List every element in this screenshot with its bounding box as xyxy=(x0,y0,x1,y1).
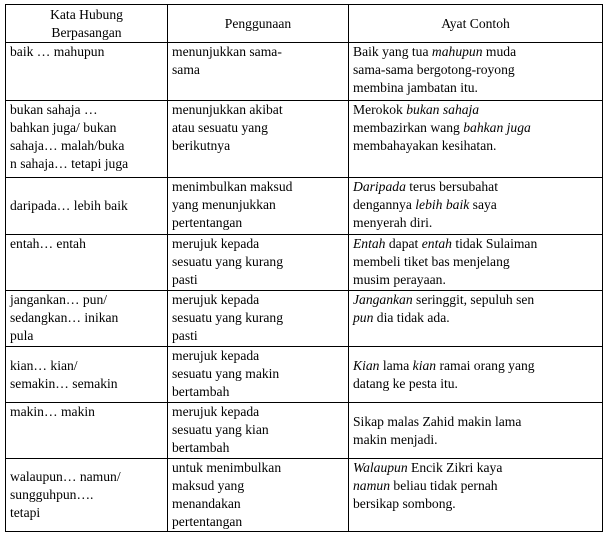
example-text: membeli tiket bas menjelang xyxy=(353,254,510,269)
usage-line: menandakan xyxy=(172,496,241,511)
conjunction-table xyxy=(5,4,603,532)
usage-line: atau sesuatu yang xyxy=(172,120,268,135)
example-text: datang ke pesta itu. xyxy=(353,375,458,391)
cell-kata-hubung xyxy=(6,43,168,101)
cell-ayat-contoh xyxy=(349,235,603,291)
cell-ayat-contoh xyxy=(349,291,603,347)
usage-line: pasti xyxy=(172,328,198,343)
cell-penggunaan xyxy=(168,101,349,178)
example-line xyxy=(353,214,597,232)
cell-ayat-contoh xyxy=(349,459,603,532)
cell-penggunaan xyxy=(168,43,349,101)
phrase-line: kian… kian/ xyxy=(10,357,78,373)
phrase-line: entah… entah xyxy=(10,236,86,251)
cell-penggunaan xyxy=(168,347,349,403)
example-line xyxy=(353,196,597,214)
phrase-line: semakin… semakin xyxy=(10,375,118,391)
example-line xyxy=(353,477,597,495)
cell-penggunaan xyxy=(168,178,349,235)
phrase-line: baik … mahupun xyxy=(10,44,105,59)
usage-line: berikutnya xyxy=(172,138,231,153)
cell-ayat-contoh xyxy=(349,101,603,178)
usage-line: pertentangan xyxy=(172,514,243,529)
usage-line: untuk menimbulkan xyxy=(172,460,282,475)
example-line xyxy=(353,375,597,393)
header-col1-line: Kata Hubung xyxy=(50,6,123,22)
cell-ayat-contoh xyxy=(349,403,603,459)
header-col2-text: Penggunaan xyxy=(224,15,292,31)
example-italic-text: kian xyxy=(412,357,437,373)
header-col3-text: Ayat Contoh xyxy=(441,15,510,31)
example-line xyxy=(353,413,597,431)
example-text: bersikap sombong. xyxy=(353,496,456,511)
example-line xyxy=(353,79,597,97)
cell-kata-hubung xyxy=(6,403,168,459)
example-text: terus bersubahat xyxy=(405,179,498,194)
phrase-line: jangankan… pun/ xyxy=(10,292,108,307)
example-text: dapat xyxy=(385,236,422,251)
example-text: makin menjadi. xyxy=(353,431,438,447)
example-line xyxy=(353,137,597,155)
example-line xyxy=(353,309,597,327)
cell-kata-hubung xyxy=(6,101,168,178)
usage-line: merujuk kepada xyxy=(172,348,260,363)
example-text: tidak Sulaiman xyxy=(451,236,538,251)
example-italic-text: mahupun xyxy=(431,44,483,59)
phrase-line: daripada… lebih baik xyxy=(10,198,128,213)
example-line xyxy=(353,291,597,309)
table-row xyxy=(6,101,603,178)
example-text: ramai orang yang xyxy=(436,357,535,373)
example-line xyxy=(353,459,597,477)
example-line xyxy=(353,495,597,513)
usage-line: pertentangan xyxy=(172,215,243,230)
usage-line: menimbulkan maksud xyxy=(172,179,293,194)
example-line xyxy=(353,357,597,375)
cell-kata-hubung xyxy=(6,235,168,291)
phrase-line: walaupun… namun/ xyxy=(10,469,121,484)
example-italic-text: lebih baik xyxy=(415,197,470,212)
phrase-line: bahkan juga/ bukan xyxy=(10,120,117,135)
example-text: sama-sama bergotong-royong xyxy=(353,62,515,77)
example-text: dengannya xyxy=(353,197,416,212)
cell-kata-hubung xyxy=(6,291,168,347)
usage-line: sesuatu yang kurang xyxy=(172,254,283,269)
cell-ayat-contoh xyxy=(349,178,603,235)
table-row xyxy=(6,43,603,101)
usage-line: menunjukkan akibat xyxy=(172,102,283,117)
example-italic-text: Walaupun xyxy=(353,460,408,475)
header-col1-line: Berpasangan xyxy=(51,24,122,40)
example-italic-text: Kian xyxy=(353,357,380,373)
cell-ayat-contoh xyxy=(349,347,603,403)
example-line xyxy=(353,271,597,289)
example-text: menyerah diri. xyxy=(353,215,433,230)
header-row xyxy=(6,5,603,43)
example-italic-text: Entah xyxy=(353,236,386,251)
usage-line: merujuk kepada xyxy=(172,292,260,307)
cell-kata-hubung xyxy=(6,178,168,235)
example-text: Sikap malas Zahid makin lama xyxy=(353,413,522,429)
example-italic-text: entah xyxy=(421,236,452,251)
example-italic-text: Jangankan xyxy=(353,292,413,307)
header-kata-hubung xyxy=(6,5,168,43)
example-line xyxy=(353,178,597,196)
cell-kata-hubung xyxy=(6,459,168,532)
example-text: Encik Zikri kaya xyxy=(407,460,503,475)
table-body xyxy=(6,43,603,532)
phrase-line: n sahaja… tetapi juga xyxy=(10,156,129,171)
example-text: membina jambatan itu. xyxy=(353,80,478,95)
usage-line: bertambah xyxy=(172,440,230,455)
header-ayat-contoh xyxy=(349,5,603,43)
usage-line: merujuk kepada xyxy=(172,236,260,251)
example-italic-text: namun xyxy=(353,478,391,493)
table-row xyxy=(6,235,603,291)
table-row xyxy=(6,178,603,235)
usage-line: sesuatu yang kian xyxy=(172,422,269,437)
usage-line: menunjukkan sama- xyxy=(172,44,282,59)
example-line xyxy=(353,119,597,137)
example-line xyxy=(353,431,597,449)
phrase-line: bukan sahaja … xyxy=(10,102,98,117)
phrase-line: tetapi xyxy=(10,505,41,520)
phrase-line: sungguhpun…. xyxy=(10,487,94,502)
example-text: lama xyxy=(379,357,413,373)
phrase-line: makin… makin xyxy=(10,404,95,419)
cell-ayat-contoh xyxy=(349,43,603,101)
example-text: membazirkan wang xyxy=(353,120,464,135)
example-text: dia tidak ada. xyxy=(373,310,450,325)
example-line xyxy=(353,61,597,79)
phrase-line: sedangkan… inikan xyxy=(10,310,119,325)
table-row xyxy=(6,459,603,532)
example-text: musim perayaan. xyxy=(353,272,446,287)
example-line xyxy=(353,253,597,271)
example-italic-text: pun xyxy=(353,310,374,325)
example-line xyxy=(353,43,597,61)
table-row xyxy=(6,291,603,347)
example-text: membahayakan kesihatan. xyxy=(353,138,497,153)
usage-line: sesuatu yang makin xyxy=(172,366,280,381)
header-penggunaan xyxy=(168,5,349,43)
example-text: muda xyxy=(482,44,517,59)
cell-penggunaan xyxy=(168,403,349,459)
usage-line: maksud yang xyxy=(172,478,245,493)
example-italic-text: Daripada xyxy=(353,179,406,194)
example-text: Merokok xyxy=(353,102,407,117)
example-italic-text: bukan sahaja xyxy=(406,102,480,117)
usage-line: yang menunjukkan xyxy=(172,197,276,212)
example-text: beliau tidak pernah xyxy=(390,478,498,493)
cell-penggunaan xyxy=(168,459,349,532)
table-row xyxy=(6,347,603,403)
example-text: Baik yang tua xyxy=(353,44,432,59)
phrase-line: pula xyxy=(10,328,34,343)
example-italic-text: bahkan juga xyxy=(463,120,531,135)
cell-kata-hubung xyxy=(6,347,168,403)
usage-line: sesuatu yang kurang xyxy=(172,310,283,325)
cell-penggunaan xyxy=(168,235,349,291)
example-line xyxy=(353,235,597,253)
usage-line: bertambah xyxy=(172,384,230,399)
example-text: seringgit, sepuluh sen xyxy=(412,292,535,307)
cell-penggunaan xyxy=(168,291,349,347)
usage-line: sama xyxy=(172,62,200,77)
example-text: saya xyxy=(469,197,497,212)
table-row xyxy=(6,403,603,459)
usage-line: pasti xyxy=(172,272,198,287)
example-line xyxy=(353,101,597,119)
usage-line: merujuk kepada xyxy=(172,404,260,419)
phrase-line: sahaja… malah/buka xyxy=(10,138,125,153)
